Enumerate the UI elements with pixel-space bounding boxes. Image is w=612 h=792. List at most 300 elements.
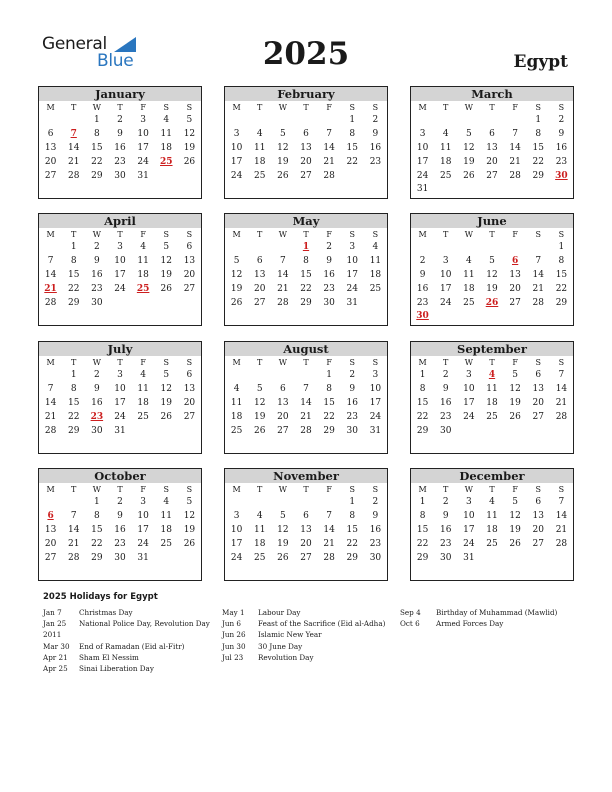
day: 3 — [117, 242, 123, 252]
day: 26 — [509, 411, 521, 422]
day: 11 — [230, 397, 243, 408]
empty-day — [225, 496, 248, 510]
day-grid — [39, 241, 201, 310]
day: 3 — [233, 510, 240, 521]
day: 30 — [91, 297, 103, 308]
weekday-label: S — [372, 485, 379, 494]
day: 23 — [416, 297, 429, 308]
weekday-label: F — [512, 103, 518, 112]
day: 16 — [369, 524, 382, 535]
day: 5 — [465, 128, 472, 139]
day: 3 — [140, 497, 146, 507]
day: 27 — [300, 170, 312, 181]
day: 12 — [253, 397, 266, 408]
day: 5 — [279, 510, 286, 521]
weekday-header — [225, 356, 387, 369]
day-grid — [39, 496, 201, 565]
day: 20 — [300, 156, 312, 167]
day: 23 — [555, 156, 568, 167]
day: 11 — [137, 383, 149, 394]
day: 30 — [114, 552, 126, 563]
day: 18 — [439, 156, 452, 167]
weekday-label: S — [186, 485, 193, 494]
day: 11 — [463, 269, 475, 280]
day: 14 — [323, 142, 335, 153]
day: 12 — [230, 269, 243, 280]
day: 11 — [160, 128, 172, 139]
day: 16 — [114, 142, 126, 153]
day: 21 — [44, 411, 57, 422]
weekday-label: T — [489, 485, 495, 494]
day: 19 — [160, 397, 172, 408]
day: 3 — [465, 497, 472, 507]
day: 14 — [555, 383, 568, 394]
day: 13 — [300, 142, 312, 153]
day: 5 — [512, 370, 518, 380]
holiday-day: 21 — [44, 283, 57, 294]
day: 29 — [532, 170, 544, 181]
day: 11 — [137, 255, 149, 266]
empty-day — [271, 369, 294, 383]
day: 11 — [369, 255, 382, 266]
day: 7 — [47, 255, 54, 266]
month-name: February — [225, 87, 387, 101]
day: 9 — [372, 510, 379, 521]
day: 9 — [442, 510, 449, 521]
day: 27 — [532, 411, 544, 422]
day: 5 — [489, 255, 495, 266]
holiday-day: 6 — [512, 255, 519, 266]
weekday-label: S — [535, 103, 542, 112]
day: 13 — [300, 524, 312, 535]
day: 7 — [326, 128, 332, 139]
day-grid — [411, 496, 573, 565]
month-5 — [410, 213, 574, 326]
day: 4 — [163, 115, 170, 125]
year-title: 2025 — [262, 36, 350, 72]
day: 1 — [349, 497, 356, 507]
day: 20 — [509, 283, 521, 294]
day: 9 — [93, 255, 100, 266]
day: 7 — [535, 255, 542, 266]
weekday-label: W — [464, 103, 473, 112]
day: 15 — [416, 397, 429, 408]
day: 17 — [230, 538, 243, 549]
day: 15 — [323, 397, 335, 408]
weekday-label: S — [558, 103, 565, 112]
day: 28 — [277, 297, 289, 308]
day: 2 — [372, 497, 379, 507]
day: 29 — [323, 425, 335, 436]
day: 15 — [346, 142, 358, 153]
weekday-label: S — [349, 485, 356, 494]
day-grid — [39, 369, 201, 438]
day: 28 — [67, 170, 80, 181]
day: 19 — [463, 156, 475, 167]
weekday-label: S — [558, 230, 565, 239]
day-grid — [39, 114, 201, 183]
day: 3 — [465, 370, 472, 380]
empty-day — [294, 114, 317, 128]
day: 26 — [160, 283, 172, 294]
day: 29 — [91, 552, 103, 563]
day: 24 — [463, 411, 475, 422]
day: 4 — [140, 242, 146, 252]
day: 26 — [277, 552, 289, 563]
holiday-column — [400, 607, 575, 629]
weekday-label: M — [418, 230, 427, 239]
day: 21 — [67, 538, 80, 549]
weekday-label: T — [117, 103, 123, 112]
day: 20 — [277, 411, 289, 422]
day: 19 — [277, 156, 289, 167]
day: 1 — [349, 115, 356, 125]
day: 14 — [67, 524, 80, 535]
weekday-label: T — [71, 358, 77, 367]
weekday-label: T — [489, 230, 495, 239]
logo-blue-text: Blue — [97, 51, 134, 71]
day: 24 — [463, 538, 475, 549]
month-name: June — [411, 214, 573, 228]
empty-day — [271, 496, 294, 510]
day: 22 — [346, 156, 358, 167]
day: 13 — [277, 397, 289, 408]
day: 7 — [558, 370, 565, 380]
month-name: March — [411, 87, 573, 101]
day: 30 — [346, 425, 358, 436]
day: 10 — [369, 383, 382, 394]
empty-day — [248, 114, 271, 128]
holiday-name: Revolution Day — [258, 652, 314, 662]
day: 21 — [555, 524, 568, 535]
day: 8 — [70, 383, 77, 394]
weekday-label: W — [92, 485, 101, 494]
weekday-label: F — [140, 230, 146, 239]
day: 9 — [117, 128, 123, 139]
weekday-label: T — [71, 230, 77, 239]
weekday-label: S — [163, 103, 170, 112]
holiday-name: Armed Forces Day — [436, 619, 504, 629]
holiday-day: 25 — [160, 156, 173, 167]
weekday-label: M — [46, 103, 55, 112]
holiday-name: Labour Day — [258, 608, 301, 617]
weekday-label: F — [326, 103, 332, 112]
day: 17 — [114, 397, 126, 408]
day: 27 — [183, 283, 196, 294]
weekday-header — [39, 483, 201, 496]
weekday-label: M — [46, 230, 55, 239]
weekday-label: W — [278, 358, 287, 367]
day: 22 — [67, 411, 80, 422]
day: 4 — [256, 128, 263, 139]
weekday-label: S — [349, 230, 356, 239]
day: 9 — [419, 269, 426, 280]
day: 2 — [326, 242, 332, 252]
day: 22 — [416, 538, 429, 549]
holiday-row — [43, 663, 215, 674]
day: 19 — [230, 283, 243, 294]
day: 6 — [186, 370, 193, 380]
weekday-label: T — [489, 358, 495, 367]
day: 27 — [253, 297, 266, 308]
holiday-row — [222, 618, 394, 629]
day: 12 — [509, 383, 521, 394]
month-name: August — [225, 342, 387, 356]
day: 14 — [323, 524, 335, 535]
weekday-label: S — [558, 485, 565, 494]
day: 6 — [47, 128, 54, 139]
weekday-label: M — [418, 485, 427, 494]
day-grid — [411, 114, 573, 197]
holiday-row — [400, 607, 575, 618]
weekday-label: W — [464, 358, 473, 367]
empty-day — [62, 496, 85, 510]
day: 10 — [137, 128, 149, 139]
day: 3 — [140, 115, 146, 125]
month-10 — [224, 468, 388, 581]
day: 28 — [555, 538, 568, 549]
day: 25 — [230, 425, 243, 436]
month-2 — [410, 86, 574, 199]
day: 6 — [303, 128, 309, 139]
empty-day — [480, 241, 503, 255]
day: 8 — [419, 510, 426, 521]
weekday-header — [39, 228, 201, 241]
day: 1 — [535, 115, 542, 125]
weekday-label: W — [92, 103, 101, 112]
day: 3 — [419, 128, 426, 139]
day: 27 — [532, 538, 544, 549]
day: 6 — [535, 497, 542, 507]
weekday-header — [411, 483, 573, 496]
day: 26 — [160, 411, 172, 422]
weekday-label: W — [92, 230, 101, 239]
day: 20 — [532, 397, 544, 408]
weekday-label: M — [46, 485, 55, 494]
day: 31 — [346, 297, 358, 308]
day: 1 — [70, 242, 77, 252]
day: 2 — [442, 370, 449, 380]
weekday-label: S — [349, 358, 356, 367]
day: 31 — [463, 552, 475, 563]
weekday-label: F — [512, 485, 518, 494]
day: 27 — [509, 297, 521, 308]
holidays-title: 2025 Holidays for Egypt — [43, 592, 158, 602]
day: 17 — [463, 524, 475, 535]
day: 5 — [233, 255, 240, 266]
day: 25 — [137, 411, 149, 422]
weekday-header — [225, 228, 387, 241]
day: 24 — [137, 538, 149, 549]
day: 29 — [91, 170, 103, 181]
day: 5 — [186, 497, 193, 507]
day: 21 — [555, 397, 568, 408]
day: 22 — [323, 411, 335, 422]
day: 28 — [44, 425, 57, 436]
day: 19 — [253, 411, 266, 422]
weekday-label: T — [117, 358, 123, 367]
holiday-date: Oct 6 — [400, 619, 420, 629]
day: 24 — [369, 411, 382, 422]
day: 21 — [300, 411, 312, 422]
day: 21 — [277, 283, 289, 294]
day: 21 — [509, 156, 521, 167]
day: 28 — [555, 411, 568, 422]
empty-day — [39, 496, 62, 510]
weekday-label: S — [535, 358, 542, 367]
day: 5 — [256, 383, 263, 394]
holiday-column — [43, 607, 215, 674]
holiday-day: 25 — [136, 283, 150, 294]
day: 10 — [230, 142, 243, 153]
day: 17 — [439, 283, 452, 294]
empty-day — [225, 369, 248, 383]
weekday-header — [411, 101, 573, 114]
day: 10 — [114, 383, 126, 394]
day: 1 — [419, 370, 426, 380]
empty-day — [411, 114, 434, 128]
day: 12 — [160, 383, 172, 394]
day: 7 — [326, 510, 332, 521]
day: 20 — [486, 156, 498, 167]
day: 25 — [463, 297, 475, 308]
weekday-label: S — [186, 103, 193, 112]
month-name: July — [39, 342, 201, 356]
day: 17 — [463, 397, 475, 408]
day: 17 — [369, 397, 382, 408]
day: 17 — [230, 156, 243, 167]
day: 2 — [93, 370, 100, 380]
empty-day — [225, 114, 248, 128]
weekday-label: W — [278, 103, 287, 112]
day: 25 — [160, 538, 172, 549]
month-name: May — [225, 214, 387, 228]
logo-general-text: General — [42, 34, 107, 54]
day: 6 — [489, 128, 495, 139]
day: 2 — [442, 497, 449, 507]
day: 28 — [509, 170, 521, 181]
day: 19 — [509, 397, 521, 408]
country-name: Egypt — [513, 52, 568, 72]
day: 19 — [277, 538, 289, 549]
day: 12 — [486, 269, 498, 280]
day: 10 — [230, 524, 243, 535]
empty-day — [294, 369, 317, 383]
holiday-date: Jan 25 — [43, 619, 67, 629]
day: 25 — [486, 538, 498, 549]
empty-day — [62, 114, 85, 128]
weekday-label: S — [349, 103, 356, 112]
day: 26 — [509, 538, 521, 549]
day: 28 — [323, 170, 335, 181]
empty-day — [271, 114, 294, 128]
empty-day — [248, 369, 271, 383]
day: 9 — [372, 128, 379, 139]
weekday-header — [225, 483, 387, 496]
day: 15 — [67, 269, 80, 280]
holiday-name: Christmas Day — [79, 608, 133, 617]
weekday-label: T — [117, 230, 123, 239]
empty-day — [504, 241, 527, 255]
day: 9 — [326, 255, 332, 266]
day: 10 — [114, 255, 126, 266]
weekday-label: W — [464, 485, 473, 494]
day: 31 — [137, 170, 149, 181]
month-4 — [224, 213, 388, 326]
weekday-label: F — [512, 230, 518, 239]
empty-day — [434, 241, 457, 255]
day: 15 — [416, 524, 429, 535]
day: 19 — [509, 524, 521, 535]
weekday-label: F — [140, 358, 146, 367]
day: 8 — [70, 255, 77, 266]
holiday-day: 6 — [47, 510, 54, 521]
day: 22 — [416, 411, 429, 422]
day: 29 — [346, 552, 358, 563]
day: 5 — [163, 370, 170, 380]
day: 29 — [67, 425, 80, 436]
day: 13 — [183, 383, 196, 394]
day: 4 — [163, 497, 170, 507]
day: 11 — [486, 383, 498, 394]
empty-day — [527, 241, 550, 255]
month-6 — [38, 341, 202, 454]
weekday-label: S — [163, 485, 170, 494]
day: 12 — [277, 142, 289, 153]
day: 25 — [369, 283, 382, 294]
day: 7 — [279, 255, 286, 266]
holiday-date: Jan 7 — [43, 608, 62, 617]
day: 21 — [532, 283, 544, 294]
day: 13 — [183, 255, 196, 266]
day: 8 — [419, 383, 426, 394]
day: 2 — [419, 255, 426, 266]
day-grid — [225, 114, 387, 183]
day: 5 — [512, 497, 518, 507]
day: 3 — [349, 242, 356, 252]
day: 16 — [439, 397, 452, 408]
day: 5 — [279, 128, 286, 139]
day: 12 — [463, 142, 475, 153]
day: 19 — [160, 269, 172, 280]
day: 11 — [253, 524, 266, 535]
day: 26 — [183, 538, 196, 549]
month-3 — [38, 213, 202, 326]
weekday-label: T — [489, 103, 495, 112]
weekday-label: T — [257, 103, 263, 112]
weekday-header — [411, 356, 573, 369]
month-name: April — [39, 214, 201, 228]
holiday-row — [43, 618, 215, 629]
empty-day — [411, 241, 434, 255]
day: 31 — [416, 184, 429, 195]
day: 18 — [230, 411, 243, 422]
day: 4 — [233, 383, 240, 394]
holiday-date: May 1 — [222, 608, 245, 617]
month-1 — [224, 86, 388, 199]
day: 29 — [416, 425, 429, 436]
holiday-name: Sinai Liberation Day — [79, 664, 154, 674]
weekday-label: F — [326, 485, 332, 494]
holiday-name: 30 June Day — [258, 641, 303, 651]
day: 6 — [279, 383, 286, 394]
weekday-header — [225, 101, 387, 114]
day: 25 — [486, 411, 498, 422]
holiday-date: Apr 25 — [43, 664, 68, 674]
holiday-row — [222, 641, 394, 652]
day: 20 — [300, 538, 312, 549]
day: 24 — [439, 297, 452, 308]
